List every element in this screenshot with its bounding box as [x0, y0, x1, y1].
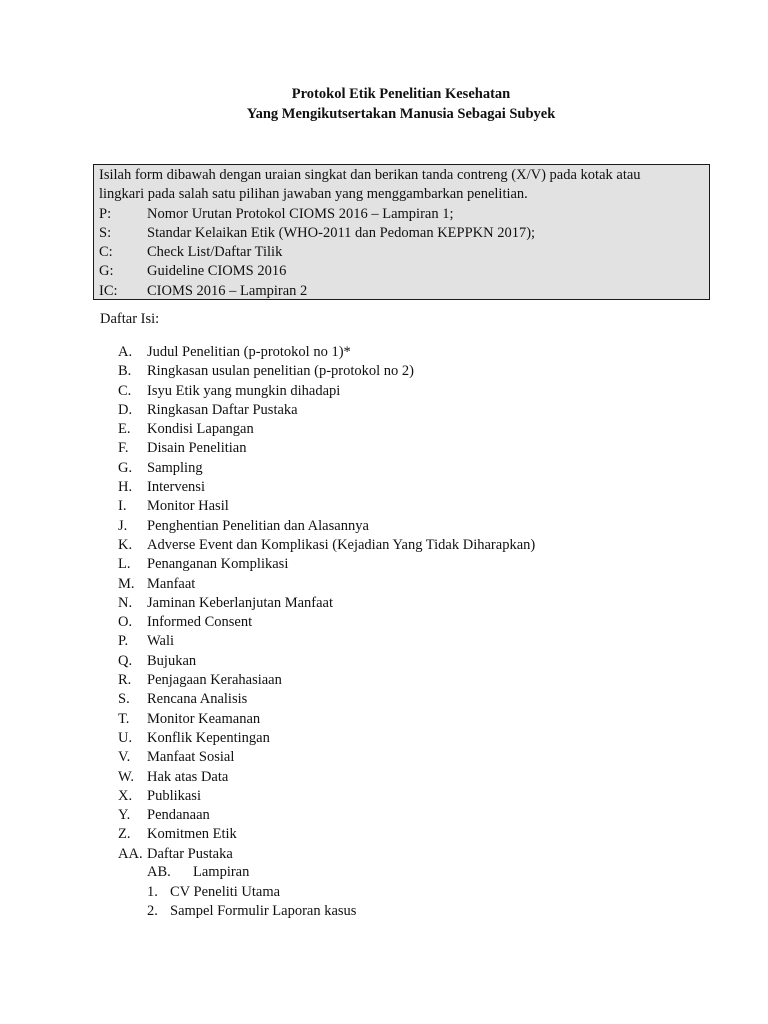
toc-item-text: Komitmen Etik — [147, 826, 237, 843]
legend-row-c — [99, 243, 704, 262]
toc-item-text: Konflik Kepentingan — [147, 729, 270, 746]
toc-item — [118, 671, 535, 690]
toc-item — [118, 439, 535, 458]
toc-item-letter: A. — [118, 344, 133, 360]
toc-item — [118, 748, 535, 767]
toc-item — [118, 825, 535, 844]
toc-item-text: Pendanaan — [147, 807, 210, 824]
toc-item — [118, 768, 535, 787]
document-subtitle: Yang Mengikutsertakan Manusia Sebagai Subyek — [246, 106, 556, 122]
toc-item-letter: Y. — [118, 807, 131, 824]
toc-item-text: Isyu Etik yang mungkin dihadapi — [147, 382, 341, 399]
toc-item-letter: N. — [118, 594, 133, 611]
toc-item-text: Kondisi Lapangan — [147, 421, 254, 438]
legend-row-p — [99, 205, 704, 224]
toc-item-text: Bujukan — [147, 652, 197, 669]
toc-item-text: Informed Consent — [147, 614, 253, 631]
toc-item — [118, 690, 535, 709]
document-title: Protokol Etik Penelitian Kesehatan — [291, 86, 511, 102]
toc-item — [118, 555, 535, 574]
toc-item-letter: B. — [118, 363, 132, 380]
appendix-item — [147, 883, 280, 902]
legend-row-s — [99, 224, 704, 243]
toc-item-letter: V. — [118, 749, 131, 766]
toc-item — [118, 536, 535, 555]
toc-item-text: Lampiran — [193, 864, 250, 880]
toc-item — [118, 594, 535, 613]
toc-item — [118, 710, 535, 729]
legend-value: Check List/Daftar Tilik — [147, 244, 283, 261]
legend-key: P: — [99, 205, 112, 222]
toc-item-letter: W. — [118, 768, 134, 785]
toc-item — [118, 806, 535, 825]
instructions-line-1: Isilah form dibawah dengan uraian singkat dan berikan tanda contreng (X/V) pada kotak atau — [99, 167, 641, 183]
toc-item-text: Jaminan Keberlanjutan Manfaat — [147, 594, 334, 611]
toc-item-text: Monitor Hasil — [147, 498, 229, 515]
toc-item-letter: H. — [118, 479, 133, 496]
toc-item-letter: X. — [118, 787, 133, 804]
toc-item-text: Wali — [147, 633, 175, 650]
toc-item — [118, 343, 535, 362]
toc-item — [118, 420, 535, 439]
legend-row-ic — [99, 282, 704, 301]
appendix-item-text: CV Peneliti Utama — [170, 884, 281, 900]
toc-item-letter: M. — [118, 575, 135, 592]
legend-value: Standar Kelaikan Etik (WHO-2011 dan Pedoman KEPPKN 2017); — [147, 224, 536, 241]
toc-item-appendix — [147, 863, 249, 882]
toc-item-letter: T. — [118, 710, 130, 727]
toc-item-text: Ringkasan usulan penelitian (p-protokol no 2) — [147, 363, 414, 380]
instructions-box — [93, 164, 710, 300]
toc-item-letter: C. — [118, 382, 132, 399]
toc-item-letter: E. — [118, 421, 131, 438]
toc-item-letter: O. — [118, 614, 133, 631]
toc-item — [118, 497, 535, 516]
toc-item-text: Rencana Analisis — [147, 691, 248, 708]
toc-item-text: Judul Penelitian (p-protokol no 1)* — [147, 344, 351, 360]
toc-item-letter: G. — [118, 459, 133, 476]
toc-item-letter: Q. — [118, 652, 133, 669]
toc-item — [118, 478, 535, 497]
toc-item-text: Manfaat Sosial — [147, 749, 235, 766]
toc-item-letter: R. — [118, 672, 132, 689]
toc-item-text: Ringkasan Daftar Pustaka — [147, 401, 298, 418]
toc-item — [118, 459, 535, 478]
toc-item-letter: Z. — [118, 826, 131, 843]
toc-item-letter: P. — [118, 633, 129, 650]
toc-item-text: Intervensi — [147, 479, 205, 496]
appendix-item-number: 1. — [147, 884, 158, 900]
toc-item-text: Adverse Event dan Komplikasi (Kejadian Yang Tidak Diharapkan) — [147, 536, 536, 553]
toc-item-letter: D. — [118, 401, 133, 418]
legend-key: S: — [99, 224, 112, 241]
legend-key: C: — [99, 244, 113, 261]
toc-item-letter: AB. — [147, 864, 171, 880]
toc-item-text: Hak atas Data — [147, 768, 229, 785]
toc-item-text: Monitor Keamanan — [147, 710, 261, 727]
toc-item-letter: K. — [118, 536, 133, 553]
toc-item — [118, 652, 535, 671]
toc-item-text: Daftar Pustaka — [147, 845, 233, 862]
toc-item-letter: I. — [118, 498, 127, 515]
toc-item — [118, 613, 535, 632]
toc-item-letter: AA. — [118, 845, 143, 862]
toc-item-text: Sampling — [147, 459, 203, 476]
toc-item — [118, 382, 535, 401]
toc-item-letter: F. — [118, 440, 129, 457]
legend-key: IC: — [99, 282, 118, 299]
toc-item — [118, 729, 535, 748]
toc-item — [118, 517, 535, 536]
toc-item-text: Manfaat — [147, 575, 196, 592]
toc-list — [118, 343, 535, 864]
toc-item-letter: J. — [118, 517, 128, 534]
toc-item-letter: S. — [118, 691, 130, 708]
toc-item — [118, 787, 535, 806]
toc-item-text: Penghentian Penelitian dan Alasannya — [147, 517, 369, 534]
appendix-item — [147, 902, 356, 921]
legend-value: Guideline CIOMS 2016 — [147, 263, 287, 280]
legend-key: G: — [99, 263, 114, 280]
toc-heading: Daftar Isi: — [100, 311, 160, 327]
toc-item-text: Disain Penelitian — [147, 440, 247, 457]
toc-item — [118, 575, 535, 594]
toc-item-letter: U. — [118, 729, 133, 746]
appendix-item-text: Sampel Formulir Laporan kasus — [170, 903, 357, 919]
appendix-item-number: 2. — [147, 903, 158, 919]
toc-item — [118, 845, 535, 864]
toc-item-text: Penanganan Komplikasi — [147, 556, 289, 573]
legend-value: CIOMS 2016 – Lampiran 2 — [147, 282, 308, 299]
toc-item-text: Publikasi — [147, 787, 201, 804]
legend-row-g — [99, 262, 704, 281]
legend-value: Nomor Urutan Protokol CIOMS 2016 – Lampiran 1; — [147, 205, 454, 222]
toc-item — [118, 362, 535, 381]
toc-item-letter: L. — [118, 556, 131, 573]
instructions-line-2: lingkari pada salah satu pilihan jawaban yang menggambarkan penelitian. — [99, 186, 528, 203]
toc-item-text: Penjagaan Kerahasiaan — [147, 672, 282, 689]
toc-item — [118, 632, 535, 651]
toc-item — [118, 401, 535, 420]
